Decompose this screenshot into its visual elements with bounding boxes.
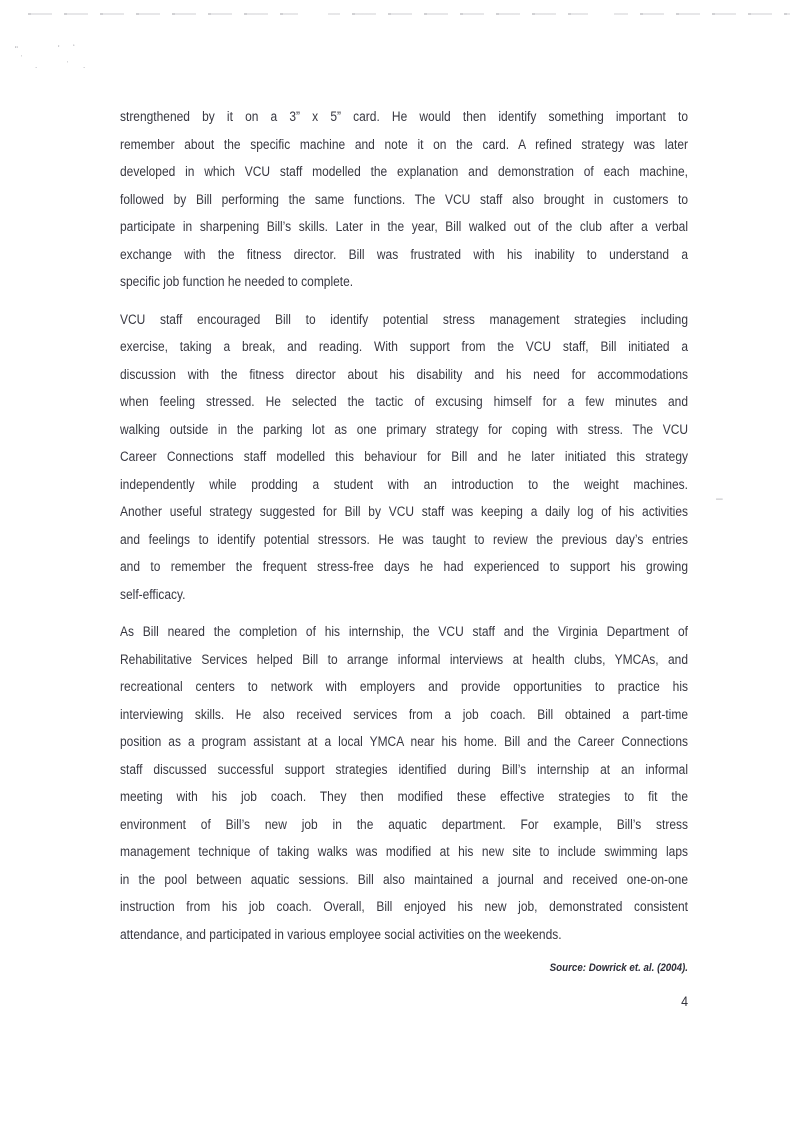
text-line: followed by Bill performing the same functions. The VCU staff also brought in customers to xyxy=(120,191,688,207)
text-line: instruction from his job coach. Overall, Bill enjoyed his new job, demonstrated consistent xyxy=(120,899,688,914)
text-line: developed in which VCU staff modelled the explanation and demonstration of each machine, xyxy=(120,164,688,179)
page-number: 4 xyxy=(681,993,688,1009)
text-line: management technique of taking walks was modified at his new site to include swimming laps xyxy=(120,844,688,859)
text-line: staff discussed successful support strategies identified during Bill’s internship at an informal xyxy=(120,761,688,777)
scan-speck: . xyxy=(83,61,86,70)
text-column xyxy=(120,103,688,1010)
scan-speck: ʹ xyxy=(58,44,60,53)
paragraph xyxy=(120,103,688,296)
text-line: in the pool between aquatic sessions. Bill also maintained a journal and received one-on-one xyxy=(120,871,688,887)
text-line: and feelings to identify potential stressors. He was taught to review the previous day’s entries xyxy=(120,531,688,547)
text-line: interviewing skills. He also received services from a job coach. Bill obtained a part-time xyxy=(120,706,688,722)
text-line: exchange with the fitness director. Bill was frustrated with his inability to understand a xyxy=(120,246,688,262)
document-body xyxy=(120,103,688,948)
text-line: Rehabilitative Services helped Bill to arrange informal interviews at health clubs, YMCAs, and xyxy=(120,651,688,667)
paragraph xyxy=(120,618,688,948)
text-line: walking outside in the parking lot as one primary strategy for coping with stress. The VCU xyxy=(120,421,688,437)
text-line: position as a program assistant at a local YMCA near his home. Bill and the Career Connections xyxy=(120,734,688,749)
text-line: exercise, taking a break, and reading. With support from the VCU staff, Bill initiated a xyxy=(120,339,688,354)
text-line: environment of Bill’s new job in the aquatic department. For example, Bill’s stress xyxy=(120,816,688,832)
text-line: Career Connections staff modelled this behaviour for Bill and he later initiated this strategy xyxy=(120,449,688,464)
scan-margin-dash: – xyxy=(716,491,723,505)
text-line: VCU staff encouraged Bill to identify potential stress management strategies including xyxy=(120,311,688,327)
text-line: remember about the specific machine and note it on the card. A refined strategy was later xyxy=(120,136,688,152)
text-line: attendance, and participated in various employee social activities on the weekends. xyxy=(120,926,562,942)
scan-artifact-top-line xyxy=(28,13,790,15)
text-line: Another useful strategy suggested for Bill by VCU staff was keeping a daily log of his activities xyxy=(120,504,688,519)
source-citation: Source: Dowrick et. al. (2004). xyxy=(549,962,688,974)
text-line: recreational centers to network with employers and provide opportunities to practice his xyxy=(120,679,688,694)
scan-speck: . xyxy=(35,61,38,70)
text-line: As Bill neared the completion of his internship, the VCU staff and the Virginia Department of xyxy=(120,624,688,639)
text-line: independently while prodding a student with an introduction to the weight machines. xyxy=(120,476,688,492)
paragraph xyxy=(120,306,688,609)
scan-line-gap xyxy=(298,12,328,16)
text-line: when feeling stressed. He selected the tactic of excusing himself for a few minutes and xyxy=(120,394,688,409)
scan-line-gap xyxy=(588,12,614,16)
scan-speck: ʺ xyxy=(15,45,18,54)
text-line: meeting with his job coach. They then modified these effective strategies to fit the xyxy=(120,789,688,804)
text-line: specific job function he needed to complete. xyxy=(120,274,354,289)
text-line: discussion with the fitness director about his disability and his need for accommodations xyxy=(120,366,688,382)
text-line: and to remember the frequent stress-free days he had experienced to support his growing xyxy=(120,559,688,574)
text-line: participate in sharpening Bill’s skills. Later in the year, Bill walked out of the club after a verbal xyxy=(120,219,688,234)
scan-speck: ʻ xyxy=(73,43,75,52)
scan-speck: ˈ xyxy=(66,60,69,69)
text-line: self-efficacy. xyxy=(120,586,186,602)
text-line: strengthened by it on a 3” x 5” card. He would then identify something important to xyxy=(120,109,688,124)
scan-speck: ˈ xyxy=(20,54,23,63)
